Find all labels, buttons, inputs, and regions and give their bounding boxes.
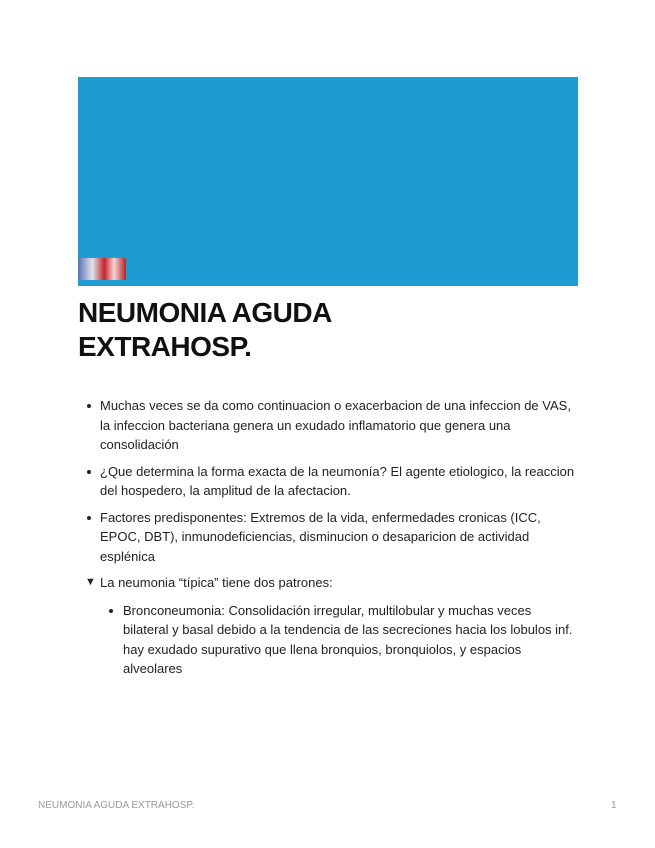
cover-banner bbox=[78, 77, 578, 286]
bullet-list bbox=[78, 396, 578, 566]
page-title-line-2: EXTRAHOSP. bbox=[78, 331, 252, 362]
footer-page-number: 1 bbox=[611, 800, 617, 811]
toggle-block bbox=[78, 573, 578, 679]
document-body bbox=[78, 396, 578, 679]
page-title-line-1: NEUMONIA AGUDA bbox=[78, 297, 332, 328]
page-title bbox=[78, 296, 578, 364]
toggle-children bbox=[100, 601, 578, 679]
footer-document-title: NEUMONIA AGUDA EXTRAHOSP. bbox=[38, 800, 195, 811]
list-item: Bronconeumonia: Consolidación irregular, multilobular y muchas veces bilateral y basal debido a la tendencia de las secreciones hacia los lobulos inf. hay exudado supurativo que llena bronquios, bronquiolos, y espacios alveolares bbox=[100, 601, 578, 679]
lung-illustration-icon bbox=[78, 258, 126, 280]
toggle-arrow-icon[interactable]: ▼ bbox=[85, 576, 96, 588]
list-item: Muchas veces se da como continuacion o exacerbacion de una infeccion de VAS, la infeccion bacteriana genera un exudado inflamatorio que genera una consolidación bbox=[78, 396, 578, 455]
list-item: Factores predisponentes: Extremos de la vida, enfermedades cronicas (ICC, EPOC, DBT), inmunodeficiencias, disminucion o desaparicion de actividad esplénica bbox=[78, 508, 578, 567]
list-item: ¿Que determina la forma exacta de la neumonía? El agente etiologico, la reaccion del hospedero, la amplitud de la afectacion. bbox=[78, 462, 578, 501]
toggle-label: La neumonia “típica” tiene dos patrones: bbox=[100, 575, 333, 590]
